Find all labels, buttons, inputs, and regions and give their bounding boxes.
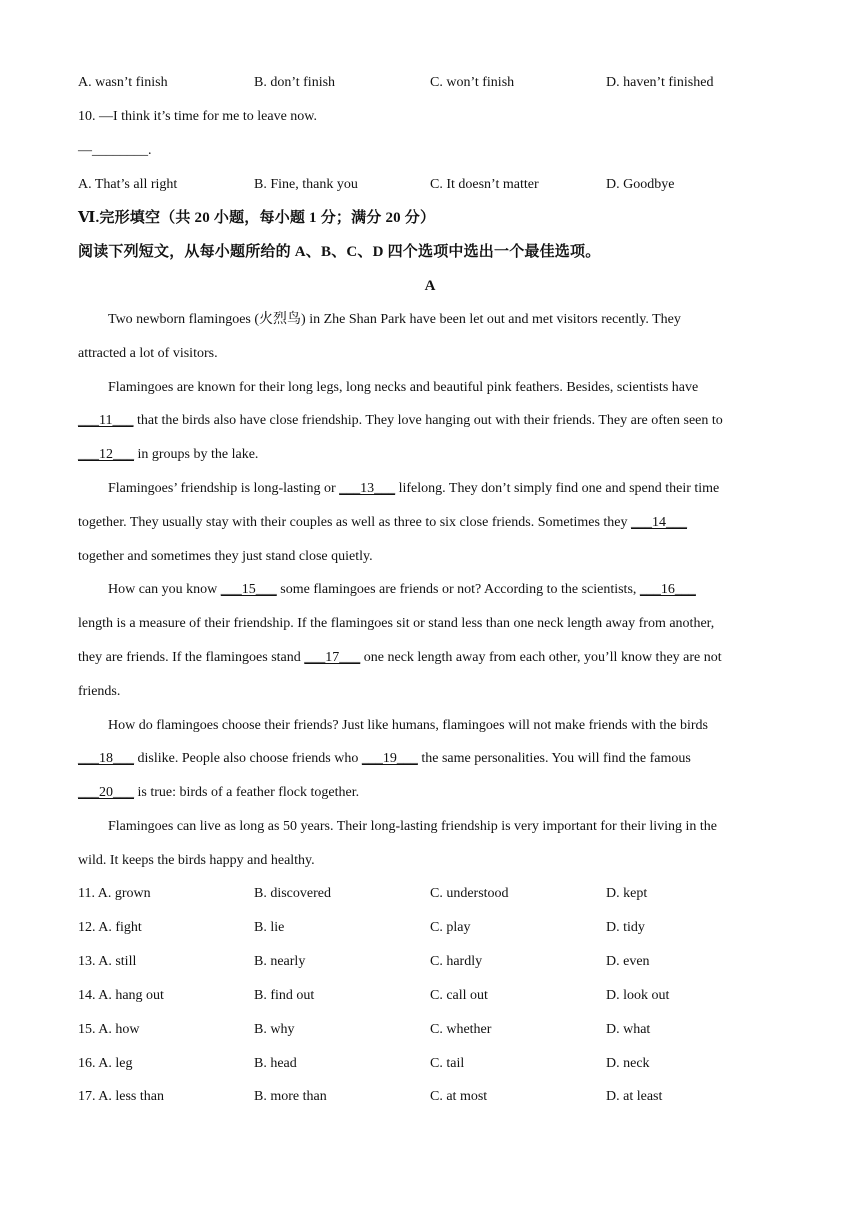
option-c: C. play	[430, 920, 471, 935]
option-c: C. whether	[430, 1022, 492, 1037]
option-d: D. even	[606, 954, 650, 969]
passage-text: Flamingoes are known for their long legs, long necks and beautiful pink feathers. Besides, scientists have	[108, 380, 699, 395]
option-a: 11. A. grown	[78, 886, 151, 901]
blank-12: ___12___	[78, 447, 134, 462]
option-b: B. don’t finish	[254, 75, 336, 90]
option-a: 16. A. leg	[78, 1056, 133, 1071]
option-a: 15. A. how	[78, 1022, 140, 1037]
q10-answer-line: —________.	[78, 143, 152, 158]
blank-11: ___11___	[78, 413, 134, 428]
passage-text	[78, 445, 782, 465]
option-d: D. tidy	[606, 920, 645, 935]
blank-15: ___15___	[220, 582, 277, 597]
blank-16: ___16___	[639, 582, 696, 597]
option-a: A. That’s all right	[78, 177, 178, 192]
passage-text: friends.	[78, 684, 121, 699]
passage-label: A	[424, 278, 436, 294]
section-heading: Ⅵ.完形填空（共 20 小题，每小题 1 分；满分 20 分）	[78, 210, 436, 226]
question-row	[78, 918, 782, 938]
question-row	[78, 986, 782, 1006]
option-c: C. tail	[430, 1056, 465, 1071]
passage-text: How do flamingoes choose their friends? Just like humans, flamingoes will not make friends with the birds	[108, 718, 708, 733]
question-row	[78, 1020, 782, 1040]
passage-text: Two newborn flamingoes (火烈鸟) in Zhe Shan Park have been let out and met visitors recently. They	[108, 312, 681, 327]
option-c: C. hardly	[430, 954, 483, 969]
passage-text: they are friends. If the flamingoes stand	[78, 650, 305, 665]
passage-text: attracted a lot of visitors.	[78, 346, 218, 361]
q9-options	[78, 73, 782, 93]
option-a: 14. A. hang out	[78, 988, 164, 1003]
option-d: D. Goodbye	[606, 177, 675, 192]
option-d: D. what	[606, 1022, 651, 1037]
passage-text	[78, 479, 782, 499]
option-d: D. look out	[606, 988, 670, 1003]
passage-text	[78, 411, 782, 431]
option-b: B. find out	[254, 988, 315, 1003]
option-b: B. discovered	[254, 886, 331, 901]
option-d: D. at least	[606, 1089, 663, 1104]
q10-options	[78, 175, 782, 195]
option-c: C. It doesn’t matter	[430, 177, 539, 192]
passage-text: wild. It keeps the birds happy and healthy.	[78, 853, 315, 868]
blank-17: ___17___	[304, 650, 361, 665]
q10-question: 10. —I think it’s time for me to leave now.	[78, 109, 317, 124]
option-a: A. wasn’t finish	[78, 75, 168, 90]
question-row	[78, 1087, 782, 1107]
option-d: D. neck	[606, 1056, 650, 1071]
option-d: D. haven’t finished	[606, 75, 714, 90]
passage-text	[78, 648, 782, 668]
option-a: 13. A. still	[78, 954, 137, 969]
option-c: C. call out	[430, 988, 488, 1003]
passage-text	[78, 749, 782, 769]
passage-text: length is a measure of their friendship. If the flamingoes sit or stand less than one neck length away from another,	[78, 616, 715, 631]
passage-text: together. They usually stay with their couples as well as three to six close friends. Sometimes they	[78, 515, 632, 530]
question-row	[78, 1054, 782, 1074]
passage-text: Flamingoes can live as long as 50 years. Their long-lasting friendship is very important for their living in the	[108, 819, 718, 834]
option-c: C. won’t finish	[430, 75, 515, 90]
option-c: C. at most	[430, 1089, 488, 1104]
option-b: B. nearly	[254, 954, 306, 969]
passage-text	[78, 783, 782, 803]
passage-text: lifelong. They don’t simply find one and spend their time	[395, 481, 720, 496]
section-instruction: 阅读下列短文，从每小题所给的 A、B、C、D 四个选项中选出一个最佳选项。	[78, 244, 601, 260]
question-row	[78, 952, 782, 972]
passage-text: dislike. People also choose friends who	[134, 751, 362, 766]
passage-text: in groups by the lake.	[134, 447, 259, 462]
option-a: 12. A. fight	[78, 920, 142, 935]
passage-text: one neck length away from each other, you’ll know they are not	[360, 650, 722, 665]
option-b: B. lie	[254, 920, 285, 935]
passage-text: together and sometimes they just stand close quietly.	[78, 549, 373, 564]
option-a: 17. A. less than	[78, 1089, 164, 1104]
passage-text	[78, 580, 782, 600]
blank-18: ___18___	[78, 751, 134, 766]
passage-text: is true: birds of a feather flock together.	[134, 785, 360, 800]
option-b: B. more than	[254, 1089, 327, 1104]
passage-text: Flamingoes’ friendship is long-lasting or	[108, 481, 340, 496]
option-c: C. understood	[430, 886, 509, 901]
passage-text: How can you know	[108, 582, 221, 597]
passage-text: some flamingoes are friends or not? According to the scientists,	[276, 582, 640, 597]
option-b: B. head	[254, 1056, 297, 1071]
question-row	[78, 884, 782, 904]
passage-text	[78, 513, 782, 533]
option-d: D. kept	[606, 886, 648, 901]
blank-20: ___20___	[78, 785, 134, 800]
passage-text: the same personalities. You will find the famous	[417, 751, 691, 766]
option-b: B. Fine, thank you	[254, 177, 358, 192]
blank-13: ___13___	[339, 481, 396, 496]
blank-14: ___14___	[631, 515, 688, 530]
passage-text: that the birds also have close friendship. They love hanging out with their friends. They are often seen to	[133, 413, 723, 428]
option-b: B. why	[254, 1022, 295, 1037]
blank-19: ___19___	[361, 751, 418, 766]
